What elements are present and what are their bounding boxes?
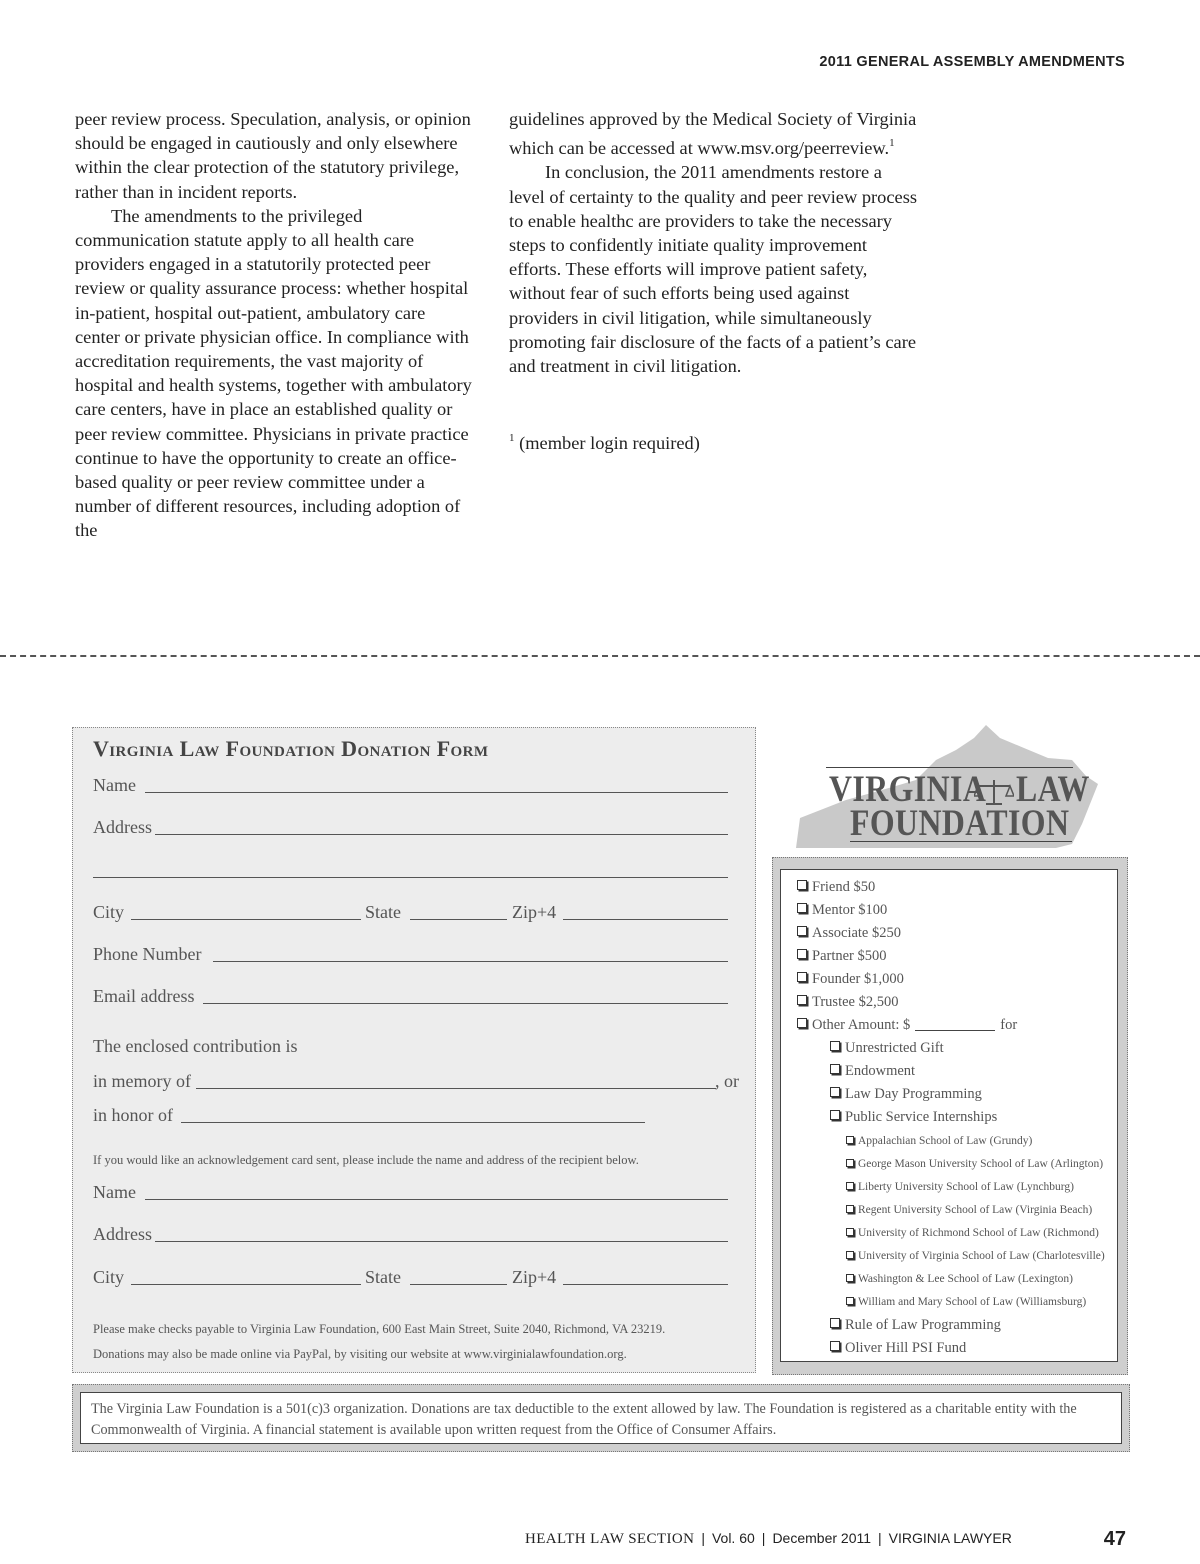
- email-field[interactable]: [203, 1003, 728, 1004]
- cut-line: [0, 655, 1200, 657]
- logo-text-law: LAW: [1016, 769, 1090, 810]
- level-associate[interactable]: [797, 925, 901, 942]
- recipient-city-field[interactable]: [131, 1284, 361, 1285]
- disclaimer-text: The Virginia Law Foundation is a 501(c)3 organization. Donations are tax deductible to the extent allowed by law. The Foundation is registered as a charitable entity with the Commonwealth of Virginia. A financial statement is available upon written request from the Office of Consumer Affairs.: [80, 1392, 1122, 1444]
- city-field[interactable]: [131, 919, 361, 920]
- designation-law-day[interactable]: [830, 1086, 982, 1103]
- footer-publication: VIRGINIA LAWYER: [888, 1530, 1012, 1546]
- level-partner[interactable]: [797, 948, 887, 965]
- checkbox-icon[interactable]: [846, 1205, 854, 1213]
- footnote-text: (member login required): [519, 433, 700, 454]
- name-label: Name: [93, 775, 136, 795]
- checkbox-icon[interactable]: [797, 926, 807, 936]
- state-label: State: [365, 902, 401, 922]
- article-left-column: [75, 107, 473, 543]
- donation-form: [72, 727, 756, 1373]
- recipient-state-label: State: [365, 1267, 401, 1287]
- memory-suffix: , or: [715, 1071, 739, 1091]
- designation-label: Public Service Internships: [845, 1109, 998, 1125]
- footnote-mark: 1: [509, 432, 515, 445]
- checkbox-icon[interactable]: [846, 1274, 854, 1282]
- honor-label: in honor of: [93, 1105, 173, 1125]
- phone-field[interactable]: [213, 961, 728, 962]
- giving-levels-panel: [772, 857, 1128, 1375]
- designation-oliver-hill[interactable]: [830, 1340, 966, 1357]
- school-option[interactable]: [846, 1227, 1099, 1239]
- designation-label: Law Day Programming: [845, 1086, 982, 1102]
- logo-rule-bottom: [850, 841, 1072, 842]
- school-option[interactable]: [846, 1204, 1092, 1216]
- name-field[interactable]: [145, 792, 728, 793]
- checkbox-icon[interactable]: [830, 1087, 840, 1097]
- level-founder[interactable]: [797, 971, 904, 988]
- level-mentor[interactable]: [797, 902, 887, 919]
- designation-endowment[interactable]: [830, 1063, 915, 1080]
- footnote: [509, 426, 919, 455]
- designation-label: Oliver Hill PSI Fund: [845, 1340, 967, 1356]
- checkbox-icon[interactable]: [846, 1159, 854, 1167]
- checkbox-icon[interactable]: [846, 1228, 854, 1236]
- checkbox-icon[interactable]: [830, 1318, 840, 1328]
- state-field[interactable]: [410, 919, 507, 920]
- school-option[interactable]: [846, 1273, 1073, 1285]
- designation-label: Endowment: [845, 1063, 916, 1079]
- footer-date: December 2011: [772, 1530, 872, 1546]
- level-label: Founder $1,000: [812, 971, 904, 987]
- checkbox-icon[interactable]: [797, 995, 807, 1005]
- contribution-label: The enclosed contribution is: [93, 1036, 298, 1056]
- level-friend[interactable]: [797, 879, 875, 896]
- school-option[interactable]: [846, 1135, 1032, 1147]
- page-footer: HEALTH LAW SECTION | Vol. 60 | December 2011 | VIRGINIA LAWYER: [525, 1530, 1012, 1547]
- checkbox-icon[interactable]: [846, 1136, 854, 1144]
- school-label: Liberty University School of Law (Lynchburg): [858, 1181, 1075, 1193]
- checkbox-icon[interactable]: [846, 1251, 854, 1259]
- level-label: Other Amount: $: [812, 1017, 911, 1033]
- designation-unrestricted[interactable]: [830, 1040, 944, 1057]
- checkbox-icon[interactable]: [797, 880, 807, 890]
- checkbox-icon[interactable]: [830, 1341, 840, 1351]
- zip-field[interactable]: [563, 919, 728, 920]
- address-field[interactable]: [155, 834, 728, 835]
- page-number: 47: [1103, 1528, 1126, 1550]
- checkbox-icon[interactable]: [797, 949, 807, 959]
- level-label: Associate $250: [812, 925, 901, 941]
- form-title: Virginia Law Foundation Donation Form: [93, 736, 489, 761]
- checkbox-icon[interactable]: [830, 1064, 840, 1074]
- checkbox-icon[interactable]: [797, 903, 807, 913]
- article-right-column: [509, 107, 919, 455]
- recipient-name-field[interactable]: [145, 1199, 728, 1200]
- school-label: Appalachian School of Law (Grundy): [858, 1135, 1033, 1147]
- foundation-logo: [786, 720, 1116, 855]
- school-label: University of Virginia School of Law (Charlotesville): [858, 1250, 1105, 1262]
- level-label: Friend $50: [812, 879, 876, 895]
- school-label: University of Richmond School of Law (Richmond): [858, 1227, 1099, 1239]
- school-option[interactable]: [846, 1158, 1103, 1170]
- level-trustee[interactable]: [797, 994, 898, 1011]
- article-paragraph: The amendments to the privileged communication statute apply to all health care providers engaged in a statutorily protected peer review or quality assurance process: whether hospital in-patient, hospital out-patient, ambulatory care center or private physician office. In compliance with accreditation requirements, the vast majority of hospital and health systems, together with ambulatory care centers, have in place an established quality or peer review committee. Physicians in private practice continue to have the opportunity to create an office-based quality or peer review committee under a number of different resources, including adoption of the: [75, 205, 472, 541]
- recipient-zip-field[interactable]: [563, 1284, 728, 1285]
- honor-field[interactable]: [181, 1122, 645, 1123]
- level-label: Partner $500: [812, 948, 887, 964]
- disclaimer-panel: [72, 1384, 1130, 1452]
- checkbox-icon[interactable]: [846, 1182, 854, 1190]
- zip-label: Zip+4: [512, 902, 557, 922]
- address-label: Address: [93, 817, 152, 837]
- school-label: Washington & Lee School of Law (Lexington): [858, 1273, 1073, 1285]
- designation-rule-of-law[interactable]: [830, 1317, 1001, 1334]
- running-head: 2011 GENERAL ASSEMBLY AMENDMENTS: [819, 54, 1125, 70]
- other-for-label: for: [1000, 1017, 1018, 1033]
- checkbox-icon[interactable]: [830, 1110, 840, 1120]
- designation-internships[interactable]: [830, 1109, 997, 1126]
- recipient-city-label: City: [93, 1267, 125, 1287]
- article-paragraph: [509, 107, 919, 160]
- article-paragraph: In conclusion, the 2011 amendments restore a level of certainty to the quality and peer review process to enable healthc are providers to take the necessary steps to confidently initiate quality improvement efforts. These efforts will improve patient safety, without fear of such efforts being used against providers in civil litigation, while simultaneously promoting fair disclosure of the facts of a patient’s care and treatment in civil litigation.: [509, 162, 918, 377]
- ack-note: If you would like an acknowledgement card sent, please include the name and address of the recipient below.: [93, 1153, 639, 1167]
- checkbox-icon[interactable]: [797, 972, 807, 982]
- checkbox-icon[interactable]: [830, 1041, 840, 1051]
- school-label: William and Mary School of Law (Williamsburg): [858, 1296, 1087, 1308]
- recipient-zip-label: Zip+4: [512, 1267, 557, 1287]
- city-label: City: [93, 902, 125, 922]
- school-option[interactable]: [846, 1296, 1086, 1308]
- article-paragraph: peer review process. Speculation, analysis, or opinion should be engaged in cautiously and only elsewhere within the clear protection of the statutory privilege, rather than in incident reports.: [75, 109, 471, 202]
- checkbox-icon[interactable]: [797, 1018, 807, 1028]
- checks-note: Please make checks payable to Virginia Law Foundation, 600 East Main Street, Suite 2040, Richmond, VA 23219.: [93, 1322, 666, 1336]
- school-option[interactable]: [846, 1250, 1105, 1262]
- phone-label: Phone Number: [93, 944, 202, 964]
- level-label: Trustee $2,500: [812, 994, 899, 1010]
- online-note: Donations may also be made online via PayPal, by visiting our website at www.virginialawfoundation.org.: [93, 1347, 627, 1361]
- logo-text-virginia: VIRGINIA: [829, 769, 987, 810]
- footer-section: HEALTH LAW SECTION: [525, 1531, 695, 1547]
- school-option[interactable]: [846, 1181, 1074, 1193]
- school-label: George Mason University School of Law (Arlington): [858, 1158, 1104, 1170]
- checkbox-icon[interactable]: [846, 1297, 854, 1305]
- other-amount-field[interactable]: [915, 1018, 995, 1031]
- level-label: Mentor $100: [812, 902, 888, 918]
- email-label: Email address: [93, 986, 195, 1006]
- memory-field[interactable]: [196, 1088, 716, 1089]
- recipient-name-label: Name: [93, 1182, 136, 1202]
- school-label: Regent University School of Law (Virginia Beach): [858, 1204, 1093, 1216]
- recipient-address-field[interactable]: [155, 1241, 728, 1242]
- address-field-line-2[interactable]: [93, 877, 728, 878]
- logo-text-foundation: FOUNDATION: [850, 803, 1070, 844]
- designation-label: Unrestricted Gift: [845, 1040, 944, 1056]
- level-other[interactable]: [797, 1017, 1017, 1034]
- recipient-state-field[interactable]: [410, 1284, 507, 1285]
- footer-volume: Vol. 60: [711, 1530, 755, 1546]
- giving-levels-list: [780, 869, 1118, 1362]
- recipient-address-label: Address: [93, 1224, 152, 1244]
- memory-label: in memory of: [93, 1071, 191, 1091]
- footnote-ref: 1: [889, 137, 895, 150]
- article-paragraph-text: guidelines approved by the Medical Society of Virginia which can be accessed at www.msv.org/peerreview.: [509, 109, 917, 159]
- designation-label: Rule of Law Programming: [845, 1317, 1001, 1333]
